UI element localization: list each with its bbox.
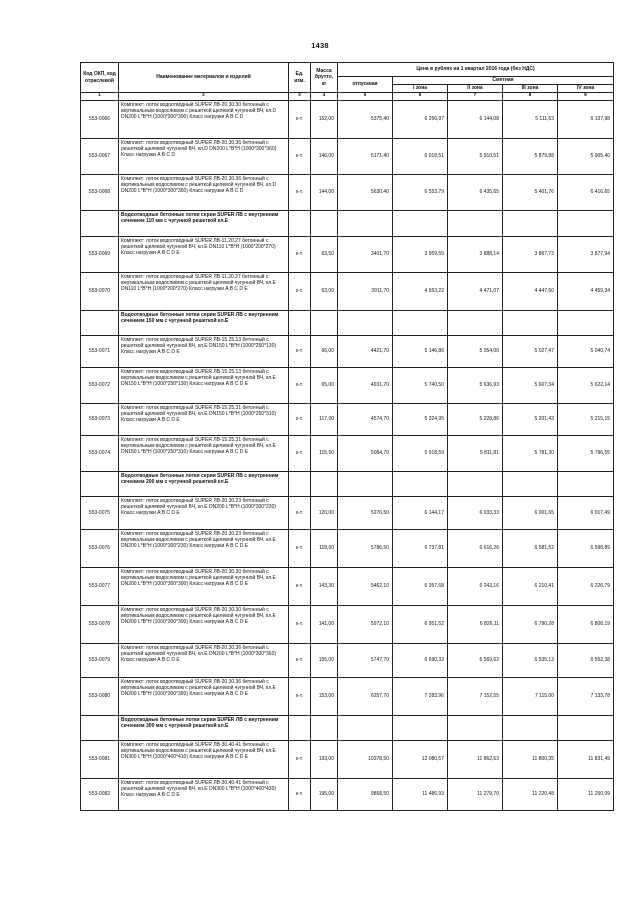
table-row bbox=[81, 175, 614, 211]
group-heading: Водоотводные бетонные лотки серии SUPER ЛВ с внутренним сечением 200 мм с чугунной решеткой кл.E bbox=[119, 472, 289, 497]
empty-cell bbox=[503, 472, 558, 497]
empty-cell bbox=[311, 716, 338, 741]
zone-4-price: 5 040,74 bbox=[558, 336, 614, 368]
release-price: 5375,40 bbox=[338, 101, 393, 139]
group-heading: Водоотводные бетонные лотки серии SUPER ЛВ с внутренним сечением 300 мм с чугунной решеткой кл.E bbox=[119, 716, 289, 741]
release-price: 4421,70 bbox=[338, 336, 393, 368]
product-code: 553-0076 bbox=[81, 530, 119, 568]
mass-gross: 144,00 bbox=[311, 175, 338, 211]
price-table bbox=[80, 62, 614, 811]
zone-1-price: 7 283,96 bbox=[393, 678, 448, 716]
zone-1-price: 5 324,95 bbox=[393, 404, 448, 436]
unit: к-т. bbox=[289, 101, 311, 139]
empty-cell bbox=[448, 311, 503, 336]
table-row bbox=[81, 368, 614, 404]
product-code: 553-0081 bbox=[81, 741, 119, 779]
mass-gross: 120,00 bbox=[311, 497, 338, 530]
product-code: 553-0070 bbox=[81, 273, 119, 311]
empty-cell bbox=[558, 716, 614, 741]
table-row bbox=[81, 644, 614, 678]
release-price: 4931,70 bbox=[338, 368, 393, 404]
empty-cell bbox=[558, 311, 614, 336]
empty-cell bbox=[503, 311, 558, 336]
zone-1-price: 3 959,59 bbox=[393, 237, 448, 273]
empty-cell bbox=[503, 716, 558, 741]
empty-cell bbox=[448, 211, 503, 237]
zone-2-price: 6 243,16 bbox=[448, 568, 503, 606]
zone-3-price: 3 867,73 bbox=[503, 237, 558, 273]
release-price: 3401,70 bbox=[338, 237, 393, 273]
column-number: 3 bbox=[289, 93, 311, 101]
unit: к-т. bbox=[289, 678, 311, 716]
product-code: 553-0079 bbox=[81, 644, 119, 678]
table-row bbox=[81, 404, 614, 436]
release-price: 10378,50 bbox=[338, 741, 393, 779]
header-price-group: Цена в рублях на 1 квартал 2016 года (без НДС) bbox=[338, 63, 614, 77]
header-estimate: Сметная bbox=[393, 77, 614, 85]
product-name: Комплект: лоток водоотводный SUPER ЛВ-20.30.30 бетонный с вертикальным водосливом с решеткой щелевой чугунной ВЧ, кл.D DN200 L*B*H (1000*300*300) Класс нагрузки A B C D bbox=[119, 101, 289, 139]
column-number: 2 bbox=[119, 93, 289, 101]
empty-cell bbox=[311, 472, 338, 497]
empty-cell bbox=[393, 211, 448, 237]
release-price: 5747,70 bbox=[338, 644, 393, 678]
product-code: 553-0068 bbox=[81, 175, 119, 211]
unit: к-т. bbox=[289, 273, 311, 311]
zone-4-price: 11 250,09 bbox=[558, 779, 614, 811]
product-name: Комплект: лоток водоотводный SUPER ЛВ-15.25.31 бетонный с решеткой щелевой чугунной ВЧ, кл.E DN150 L*B*H (1000*250*310) Класс нагрузки A B C D E bbox=[119, 404, 289, 436]
zone-4-price: 5 622,14 bbox=[558, 368, 614, 404]
product-name: Комплект: лоток водоотводный SUPER ЛВ-20.30.23 бетонный с вертикальным водосливом с решеткой щелевой чугунной ВЧ, кл.E DN200 L*B*H (1000*300*230) Класс нагрузки A B C D E bbox=[119, 530, 289, 568]
zone-4-price: 6 226,79 bbox=[558, 568, 614, 606]
unit: к-т. bbox=[289, 644, 311, 678]
empty-cell bbox=[81, 211, 119, 237]
unit: к-т. bbox=[289, 436, 311, 472]
product-name: Комплект: лоток водоотводный SUPER ЛВ-20.30.36 бетонный с решеткой щелевой чугунной ВЧ, кл.D DN200 L*B*H (1000*300*360) Класс нагрузки A B C D bbox=[119, 139, 289, 175]
empty-cell bbox=[289, 472, 311, 497]
release-price: 5786,50 bbox=[338, 530, 393, 568]
column-number: 1 bbox=[81, 93, 119, 101]
zone-2-price: 5 811,81 bbox=[448, 436, 503, 472]
zone-4-price: 11 831,49 bbox=[558, 741, 614, 779]
zone-1-price: 5 740,50 bbox=[393, 368, 448, 404]
zone-1-price: 6 553,79 bbox=[393, 175, 448, 211]
zone-3-price: 5 027,47 bbox=[503, 336, 558, 368]
header-zone-2: II зона bbox=[448, 85, 503, 93]
release-price: 5630,40 bbox=[338, 175, 393, 211]
mass-gross: 65,00 bbox=[311, 368, 338, 404]
unit: к-т. bbox=[289, 741, 311, 779]
empty-cell bbox=[81, 472, 119, 497]
release-price: 6257,70 bbox=[338, 678, 393, 716]
product-name: Комплект: лоток водоотводный SUPER ЛВ-30.40.41 бетонный с вертикальным водосливом с решеткой щелевой чугунной ВЧ, кл.E DN300 L*B*H (1000*400*410) Класс нагрузки A B C D E bbox=[119, 741, 289, 779]
product-name: Комплект: лоток водоотводный SUPER ЛВ-20.30.36 бетонный с вертикальным водосливом с решеткой щелевой чугунной ВЧ, кл.D DN200 L*B*H (1000*300*360) Класс нагрузки A B C D bbox=[119, 175, 289, 211]
zone-2-price: 6 033,33 bbox=[448, 497, 503, 530]
zone-4-price: 3 877,94 bbox=[558, 237, 614, 273]
empty-cell bbox=[289, 716, 311, 741]
zone-2-price: 6 569,62 bbox=[448, 644, 503, 678]
empty-cell bbox=[558, 211, 614, 237]
product-name: Комплект: лоток водоотводный SUPER ЛВ-20.30.36 бетонный с вертикальным водосливом с решеткой щелевой чугунной ВЧ, кл.E DN200 L*B*H (1000*300*360) Класс нагрузки A B C D E bbox=[119, 678, 289, 716]
zone-4-price: 6 137,98 bbox=[558, 101, 614, 139]
mass-gross: 146,00 bbox=[311, 139, 338, 175]
zone-1-price: 6 690,32 bbox=[393, 644, 448, 678]
product-code: 553-0077 bbox=[81, 568, 119, 606]
mass-gross: 193,00 bbox=[311, 741, 338, 779]
column-number: 5 bbox=[338, 93, 393, 101]
header-code: Код ОКП, код отраслевой bbox=[81, 63, 119, 93]
release-price: 9868,50 bbox=[338, 779, 393, 811]
zone-3-price: 6 581,52 bbox=[503, 530, 558, 568]
unit: к-т. bbox=[289, 175, 311, 211]
mass-gross: 63,00 bbox=[311, 273, 338, 311]
header-zone-3: III зона bbox=[503, 85, 558, 93]
mass-gross: 155,00 bbox=[311, 644, 338, 678]
zone-1-price: 5 146,86 bbox=[393, 336, 448, 368]
zone-2-price: 5 636,93 bbox=[448, 368, 503, 404]
unit: к-т. bbox=[289, 497, 311, 530]
header-zone-4: IV зона bbox=[558, 85, 614, 93]
product-code: 553-0066 bbox=[81, 101, 119, 139]
zone-4-price: 6 598,89 bbox=[558, 530, 614, 568]
zone-1-price: 6 737,81 bbox=[393, 530, 448, 568]
product-code: 553-0069 bbox=[81, 237, 119, 273]
product-code: 553-0071 bbox=[81, 336, 119, 368]
zone-2-price: 5 910,51 bbox=[448, 139, 503, 175]
header-unit: Ед. изм. bbox=[289, 63, 311, 93]
empty-cell bbox=[393, 311, 448, 336]
empty-cell bbox=[448, 716, 503, 741]
product-code: 553-0075 bbox=[81, 497, 119, 530]
group-heading: Водоотводные бетонные лотки серии SUPER ЛВ с внутренним сечением 150 мм с чугунной решеткой кл.E bbox=[119, 311, 289, 336]
product-code: 553-0067 bbox=[81, 139, 119, 175]
zone-1-price: 6 256,97 bbox=[393, 101, 448, 139]
product-name: Комплект: лоток водоотводный SUPER ЛВ-20.30.30 бетонный с вертикальным водосливом с решеткой щелевой чугунной ВЧ, кл.E DN200 L*B*H (1000*300*300) Класс нагрузки A B C D E bbox=[119, 568, 289, 606]
release-price: 5462,10 bbox=[338, 568, 393, 606]
product-name: Комплект: лоток водоотводный SUPER ЛВ-15.25.13 бетонный с решеткой щелевой чугунной ВЧ, кл.E DN150 L*B*H (1000*250*130) Класс нагрузки A B C D E bbox=[119, 336, 289, 368]
product-code: 553-0074 bbox=[81, 436, 119, 472]
zone-1-price: 6 357,68 bbox=[393, 568, 448, 606]
table-row bbox=[81, 741, 614, 779]
zone-1-price: 11 486,93 bbox=[393, 779, 448, 811]
header-release: отпускная bbox=[338, 77, 393, 93]
table-row bbox=[81, 273, 614, 311]
table-row bbox=[81, 336, 614, 368]
product-name: Комплект: лоток водоотводный SUPER ЛВ-20.30.36 бетонный с решеткой щелевой чугунной ВЧ, кл.E DN200 L*B*H (1000*300*360) Класс нагрузки A B C D E bbox=[119, 644, 289, 678]
mass-gross: 153,00 bbox=[311, 678, 338, 716]
table-row bbox=[81, 101, 614, 139]
zone-4-price: 5 905,40 bbox=[558, 139, 614, 175]
column-number: 9 bbox=[558, 93, 614, 101]
zone-4-price: 6 808,19 bbox=[558, 606, 614, 644]
empty-cell bbox=[338, 211, 393, 237]
table-row bbox=[81, 568, 614, 606]
group-heading-row bbox=[81, 211, 614, 237]
product-name: Комплект: лоток водоотводный SUPER ЛВ-15.25.31 бетонный с вертикальным водосливом с решеткой щелевой чугунной ВЧ, кл.E DN150 L*B*H (1000*250*310) Класс нагрузки A B C D E bbox=[119, 436, 289, 472]
zone-2-price: 7 152,55 bbox=[448, 678, 503, 716]
empty-cell bbox=[338, 716, 393, 741]
zone-3-price: 5 401,76 bbox=[503, 175, 558, 211]
table-body bbox=[81, 63, 614, 811]
empty-cell bbox=[81, 716, 119, 741]
table-row bbox=[81, 779, 614, 811]
zone-4-price: 6 017,49 bbox=[558, 497, 614, 530]
unit: к-т. bbox=[289, 336, 311, 368]
column-number-row bbox=[81, 93, 614, 101]
release-price: 4574,70 bbox=[338, 404, 393, 436]
empty-cell bbox=[338, 311, 393, 336]
product-name: Комплект: лоток водоотводный SUPER ЛВ-20.30.23 бетонный с решеткой щелевой чугунной ВЧ, кл.E DN200 L*B*H (1000*300*230) Класс нагрузки A B C D E bbox=[119, 497, 289, 530]
mass-gross: 115,50 bbox=[311, 436, 338, 472]
empty-cell bbox=[338, 472, 393, 497]
page-number: 1438 bbox=[311, 41, 329, 50]
unit: к-т. bbox=[289, 139, 311, 175]
column-number: 4 bbox=[311, 93, 338, 101]
zone-2-price: 6 616,26 bbox=[448, 530, 503, 568]
column-number: 8 bbox=[503, 93, 558, 101]
empty-cell bbox=[289, 311, 311, 336]
zone-1-price: 5 918,59 bbox=[393, 436, 448, 472]
product-name: Комплект: лоток водоотводный SUPER ЛВ-30.40.41 бетонный с решеткой щелевой чугунной ВЧ, кл.E DN300 L*B*H (1000*400*430) Класс нагрузки A B C D E bbox=[119, 779, 289, 811]
header-name: Наименование материалов и изделий bbox=[119, 63, 289, 93]
mass-gross: 195,00 bbox=[311, 779, 338, 811]
empty-cell bbox=[311, 311, 338, 336]
zone-2-price: 11 279,70 bbox=[448, 779, 503, 811]
empty-cell bbox=[448, 472, 503, 497]
zone-3-price: 5 607,34 bbox=[503, 368, 558, 404]
unit: к-т. bbox=[289, 606, 311, 644]
zone-3-price: 5 111,63 bbox=[503, 101, 558, 139]
table-row bbox=[81, 678, 614, 716]
mass-gross: 152,00 bbox=[311, 101, 338, 139]
empty-cell bbox=[503, 211, 558, 237]
zone-3-price: 7 115,00 bbox=[503, 678, 558, 716]
mass-gross: 141,00 bbox=[311, 606, 338, 644]
mass-gross: 66,00 bbox=[311, 336, 338, 368]
zone-1-price: 4 553,22 bbox=[393, 273, 448, 311]
unit: к-т. bbox=[289, 779, 311, 811]
zone-3-price: 6 790,28 bbox=[503, 606, 558, 644]
unit: к-т. bbox=[289, 368, 311, 404]
release-price: 5171,40 bbox=[338, 139, 393, 175]
group-heading-row bbox=[81, 472, 614, 497]
unit: к-т. bbox=[289, 237, 311, 273]
zone-4-price: 6 552,38 bbox=[558, 644, 614, 678]
zone-3-price: 5 879,88 bbox=[503, 139, 558, 175]
column-number: 7 bbox=[448, 93, 503, 101]
zone-4-price: 4 459,34 bbox=[558, 273, 614, 311]
product-code: 553-0072 bbox=[81, 368, 119, 404]
table-row bbox=[81, 606, 614, 644]
zone-3-price: 11 800,35 bbox=[503, 741, 558, 779]
table-row bbox=[81, 436, 614, 472]
zone-4-price: 7 133,78 bbox=[558, 678, 614, 716]
empty-cell bbox=[393, 716, 448, 741]
release-price: 5972,10 bbox=[338, 606, 393, 644]
zone-3-price: 4 447,60 bbox=[503, 273, 558, 311]
release-price: 5084,70 bbox=[338, 436, 393, 472]
product-code: 553-0078 bbox=[81, 606, 119, 644]
zone-1-price: 6 951,52 bbox=[393, 606, 448, 644]
mass-gross: 117,00 bbox=[311, 404, 338, 436]
product-code: 553-0080 bbox=[81, 678, 119, 716]
zone-2-price: 6 144,08 bbox=[448, 101, 503, 139]
mass-gross: 118,00 bbox=[311, 530, 338, 568]
header-mass: Масса брутто, кг bbox=[311, 63, 338, 93]
zone-2-price: 6 826,11 bbox=[448, 606, 503, 644]
zone-2-price: 3 888,14 bbox=[448, 237, 503, 273]
product-name: Комплект: лоток водоотводный SUPER ЛВ-20.30.30 бетонный с вертикальным водосливом с решеткой щелевой чугунной ВЧ, кл.E DN200 L*B*H (1000*300*300) Класс нагрузки A B C D E bbox=[119, 606, 289, 644]
zone-3-price: 6 210,41 bbox=[503, 568, 558, 606]
release-price: 3911,70 bbox=[338, 273, 393, 311]
empty-cell bbox=[558, 472, 614, 497]
product-name: Комплект: лоток водоотводный SUPER ЛВ-11.20.27 бетонный с вертикальным водосливом с решеткой щелевой чугунной ВЧ, кл.E DN110 L*B*H (1000*200*270) Класс нагрузки A B C D E bbox=[119, 273, 289, 311]
mass-gross: 63,50 bbox=[311, 237, 338, 273]
product-name: Комплект: лоток водоотводный SUPER ЛВ-11.20.27 бетонный с решеткой щелевой чугунной ВЧ, кл.E DN110 L*B*H (1000*200*270) Класс нагрузки A B C D E bbox=[119, 237, 289, 273]
group-heading: Водоотводные бетонные лотки серии SUPER ЛВ с внутренним сечением 110 мм с чугунной решеткой кл.E bbox=[119, 211, 289, 237]
unit: к-т. bbox=[289, 530, 311, 568]
empty-cell bbox=[393, 472, 448, 497]
zone-3-price: 5 201,43 bbox=[503, 404, 558, 436]
empty-cell bbox=[289, 211, 311, 237]
zone-3-price: 6 001,65 bbox=[503, 497, 558, 530]
product-code: 553-0073 bbox=[81, 404, 119, 436]
zone-1-price: 12 080,57 bbox=[393, 741, 448, 779]
zone-4-price: 6 416,65 bbox=[558, 175, 614, 211]
product-code: 553-0082 bbox=[81, 779, 119, 811]
zone-1-price: 6 018,51 bbox=[393, 139, 448, 175]
product-name: Комплект: лоток водоотводный SUPER ЛВ-15.25.13 бетонный с вертикальным водосливом с решеткой щелевой чугунной ВЧ, кл.E DN150 L*B*H (1000*250*130) Класс нагрузки A B C D E bbox=[119, 368, 289, 404]
zone-2-price: 11 862,63 bbox=[448, 741, 503, 779]
table-row bbox=[81, 237, 614, 273]
header-row-1 bbox=[81, 63, 614, 77]
zone-4-price: 5 215,15 bbox=[558, 404, 614, 436]
zone-2-price: 4 471,07 bbox=[448, 273, 503, 311]
table-row bbox=[81, 530, 614, 568]
group-heading-row bbox=[81, 716, 614, 741]
unit: к-т. bbox=[289, 404, 311, 436]
unit: к-т. bbox=[289, 568, 311, 606]
release-price: 5276,50 bbox=[338, 497, 393, 530]
zone-3-price: 11 220,48 bbox=[503, 779, 558, 811]
zone-2-price: 5 054,00 bbox=[448, 336, 503, 368]
column-number: 6 bbox=[393, 93, 448, 101]
header-zone-1: I зона bbox=[393, 85, 448, 93]
empty-cell bbox=[311, 211, 338, 237]
table-row bbox=[81, 497, 614, 530]
zone-3-price: 5 781,30 bbox=[503, 436, 558, 472]
zone-1-price: 6 144,17 bbox=[393, 497, 448, 530]
mass-gross: 143,30 bbox=[311, 568, 338, 606]
zone-2-price: 5 228,86 bbox=[448, 404, 503, 436]
table-row bbox=[81, 139, 614, 175]
zone-3-price: 6 535,13 bbox=[503, 644, 558, 678]
group-heading-row bbox=[81, 311, 614, 336]
zone-4-price: 5 796,55 bbox=[558, 436, 614, 472]
empty-cell bbox=[81, 311, 119, 336]
zone-2-price: 6 435,65 bbox=[448, 175, 503, 211]
